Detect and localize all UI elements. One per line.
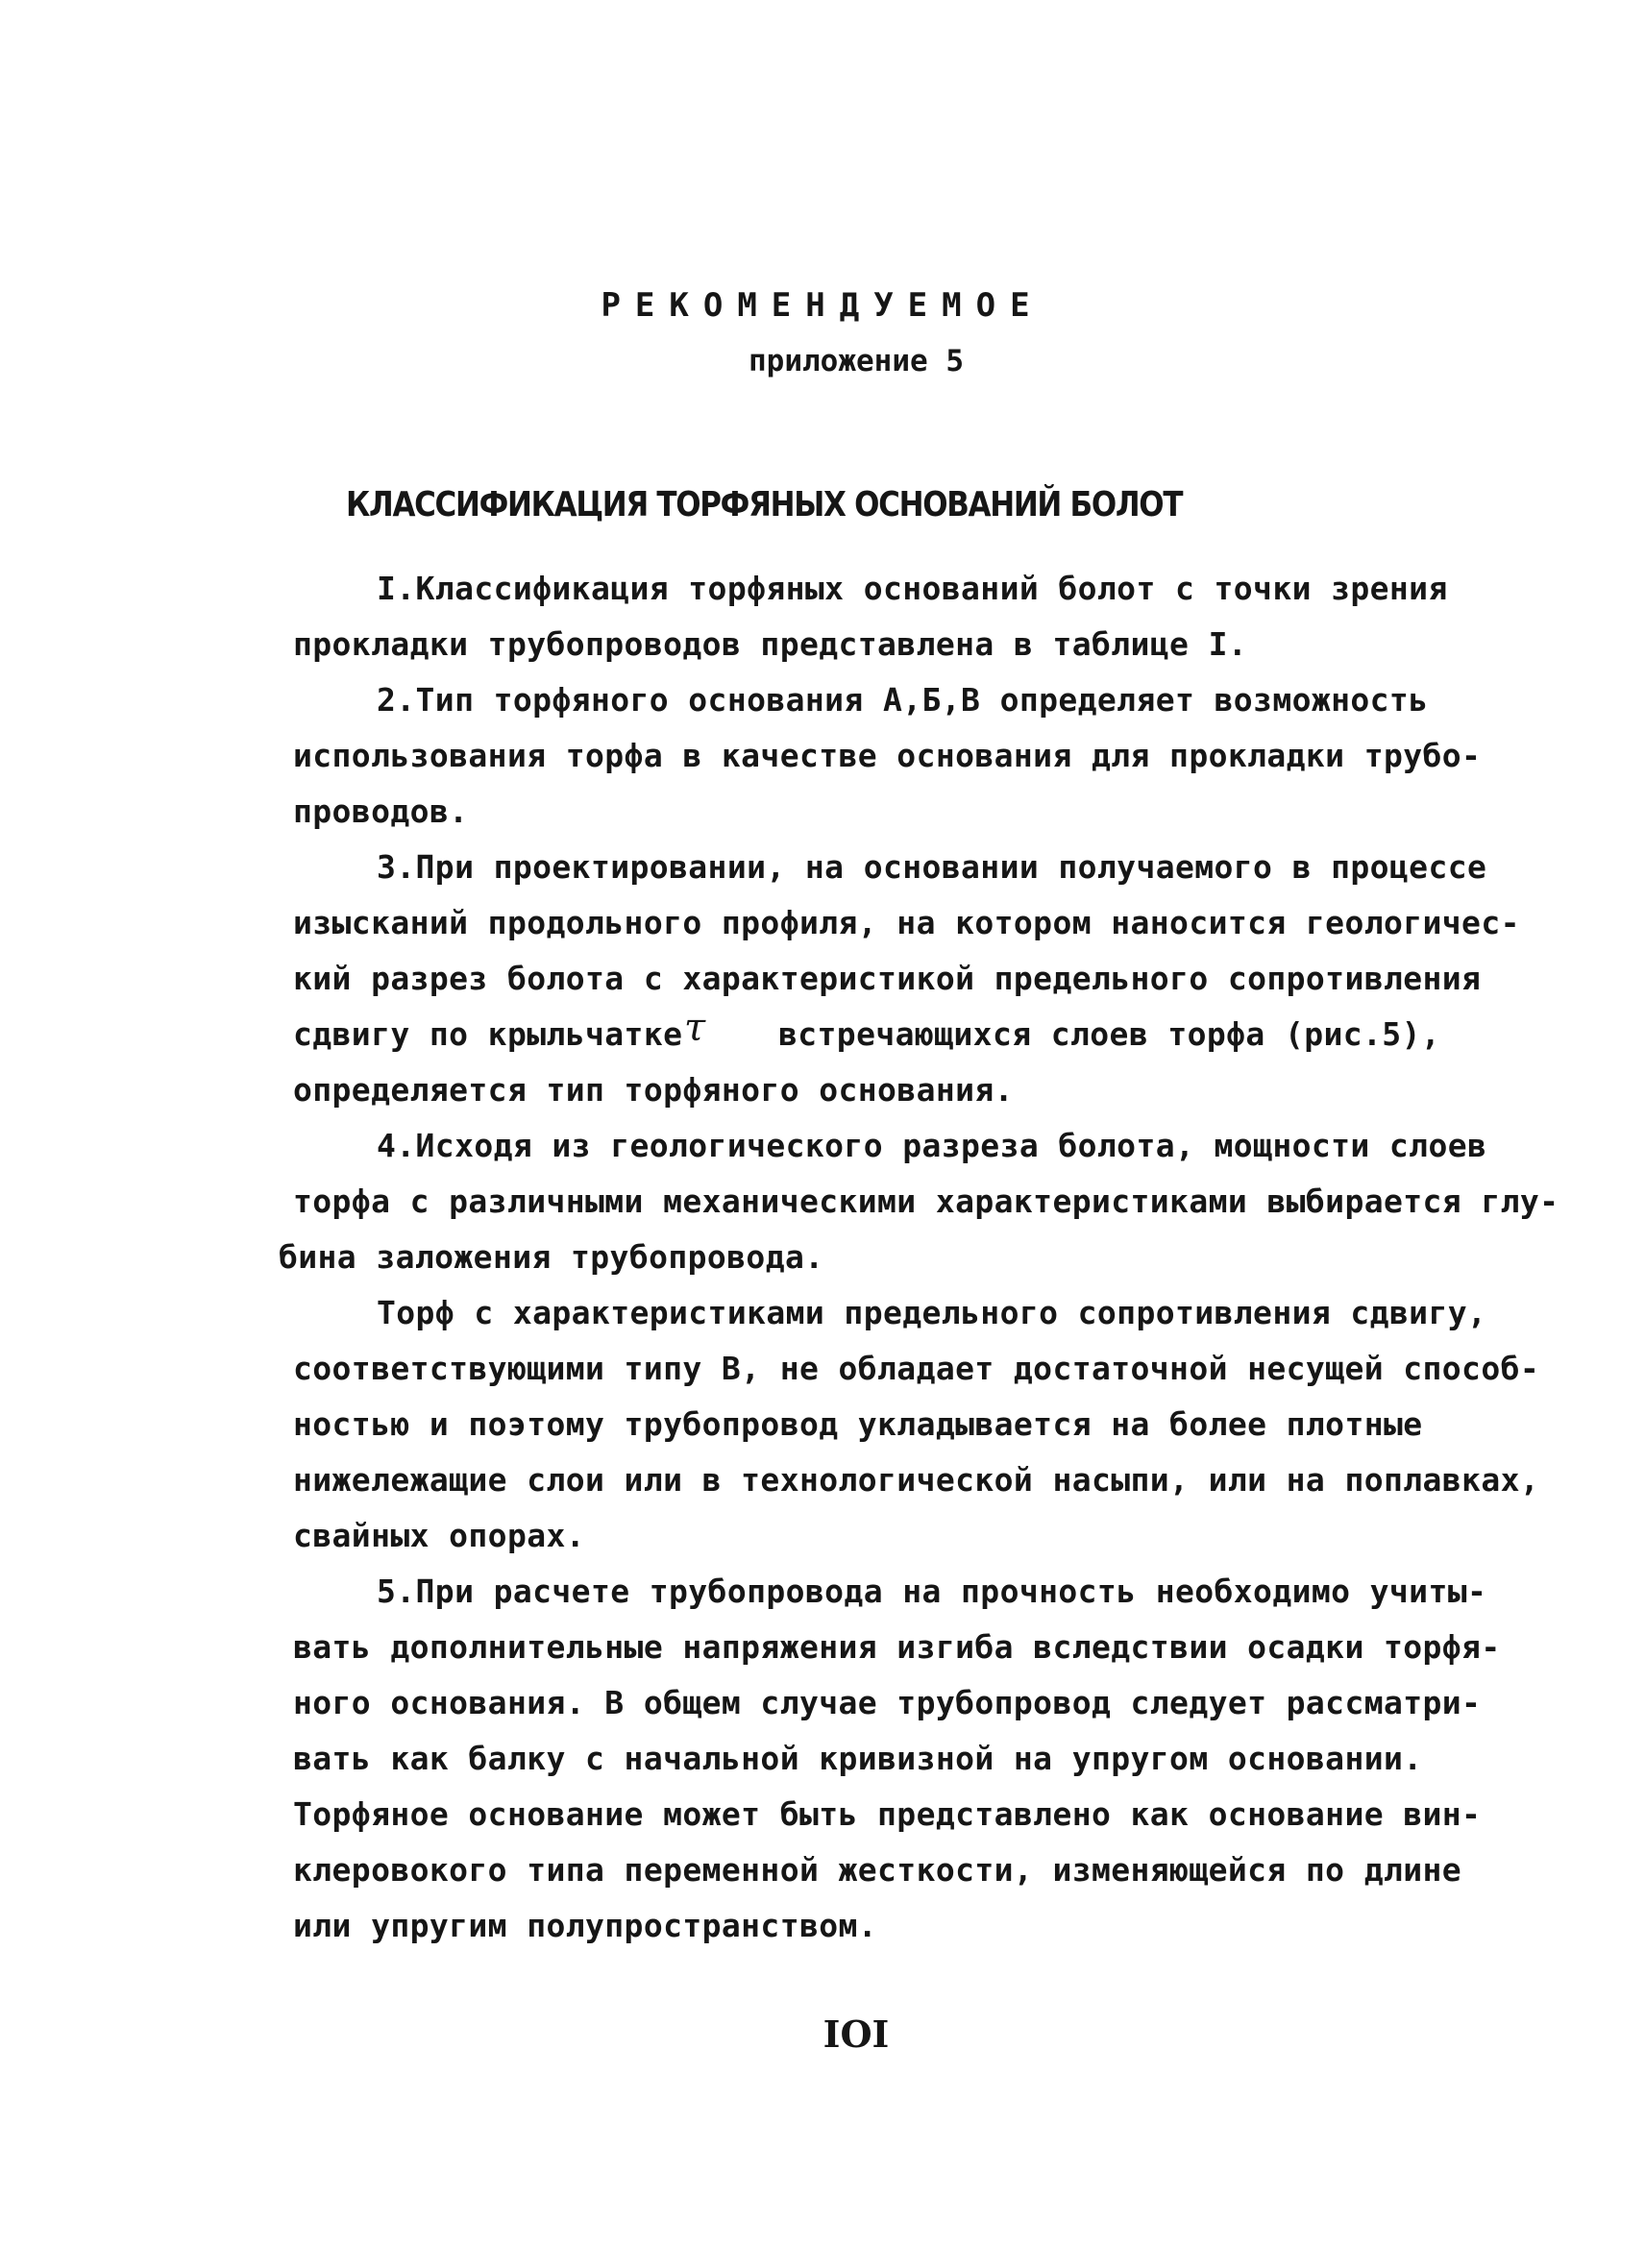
document-title: КЛАССИФИКАЦИЯ ТОРФЯНЫХ ОСНОВАНИЙ БОЛОТ (346, 485, 1183, 524)
paragraph-5-line-2: соответствующими типу В, не обладает достаточной несущей способ- (293, 1350, 1540, 1387)
paragraph-5-line-3: ностью и поэтому трубопровод укладывается на более плотные (293, 1405, 1423, 1443)
paragraph-1-line-1: I.Классификация торфяных оснований болот с точки зрения (377, 570, 1448, 607)
paragraph-3-line-4-end: встречающихся слоев торфа (рис.5), (778, 1015, 1441, 1053)
paragraph-3-line-4-start: сдвигу по крыльчатке (293, 1015, 683, 1053)
paragraph-6-line-3: ного основания. В общем случае трубопровод следует рассматри- (293, 1684, 1482, 1721)
paragraph-2-line-1: 2.Тип торфяного основания А,Б,В определяет возможность (377, 681, 1429, 719)
recommended-heading: РЕКОМЕНДУЕМОЕ (601, 286, 1044, 325)
paragraph-6-line-1: 5.При расчете трубопровода на прочность необходимо учиты- (377, 1573, 1487, 1610)
paragraph-6-line-4: вать как балку с начальной кривизной на упругом основании. (293, 1740, 1423, 1777)
paragraph-5-line-5: свайных опорах. (293, 1517, 586, 1554)
paragraph-6-line-5: Торфяное основание может быть представлено как основание вин- (293, 1795, 1482, 1833)
paragraph-4-line-1: 4.Исходя из геологического разреза болота, мощности слоев (377, 1127, 1487, 1164)
paragraph-3-line-1: 3.При проектировании, на основании получаемого в процессе (377, 848, 1487, 886)
paragraph-4-line-3: бина заложения трубопровода. (279, 1238, 824, 1276)
tau-symbol: τ (684, 1006, 706, 1050)
paragraph-6-line-6: клеровокого типа переменной жесткости, изменяющейся по длине (293, 1851, 1462, 1889)
paragraph-3-line-2: изысканий продольного профиля, на котором наносится геологичес- (293, 904, 1520, 941)
paragraph-1-line-2: прокладки трубопроводов представлена в таблице I. (293, 625, 1248, 663)
annex-label: приложение 5 (749, 344, 964, 378)
paragraph-3-line-5: определяется тип торфяного основания. (293, 1071, 1014, 1109)
paragraph-6-line-2: вать дополнительные напряжения изгиба вследствии осадки торфя- (293, 1628, 1501, 1666)
paragraph-5-line-4: нижележащие слои или в технологической насыпи, или на поплавках, (293, 1461, 1540, 1499)
paragraph-2-line-2: использования торфа в качестве основания для прокладки трубо- (293, 737, 1482, 774)
paragraph-2-line-3: проводов. (293, 793, 469, 830)
page-number: IOI (822, 2012, 890, 2056)
paragraph-3-line-3: кий разрез болота с характеристикой предельного сопротивления (293, 960, 1482, 997)
paragraph-5-line-1: Торф с характеристиками предельного сопротивления сдвигу, (377, 1294, 1487, 1331)
paragraph-4-line-2: торфа с различными механическими характеристиками выбирается глу- (293, 1183, 1559, 1220)
paragraph-6-line-7: или упругим полупространством. (293, 1907, 878, 1944)
